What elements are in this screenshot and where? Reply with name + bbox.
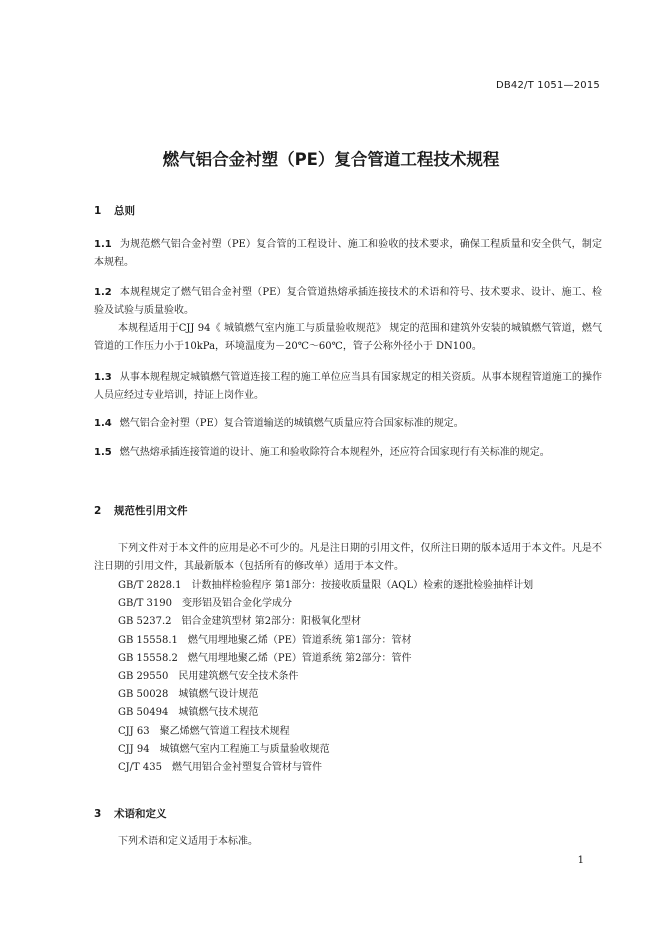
clause-1-5 xyxy=(94,444,602,462)
reference-title: 燃气用埋地聚乙烯（PE）管道系统 第2部分：管件 xyxy=(187,652,412,664)
clause-1-1 xyxy=(94,236,602,272)
clause-number: 1.5 xyxy=(94,447,112,458)
reference-title: 民用建筑燃气安全技术条件 xyxy=(178,670,299,682)
clause-text: 本规程规定了燃气铝合金衬塑（PE）复合管道热熔承插连接技术的术语和符号、技术要求、设计、施工、检验及试验与质量验收。 xyxy=(94,287,602,316)
reference-code: GB 29550 xyxy=(118,670,169,682)
reference-title: 城镇燃气室内工程施工与质量验收规范 xyxy=(159,743,330,755)
reference-title: 燃气用埋地聚乙烯（PE）管道系统 第1部分：管材 xyxy=(187,634,412,646)
clause-1-3 xyxy=(94,369,602,405)
reference-code: GB/T 3190 xyxy=(118,598,173,610)
clause-number: 1.1 xyxy=(94,239,112,250)
reference-item xyxy=(118,595,533,613)
clause-number: 1.3 xyxy=(94,372,112,383)
section-1-heading xyxy=(94,203,135,218)
clause-1-2 xyxy=(94,284,602,320)
section-title: 规范性引用文件 xyxy=(114,505,188,517)
section-number: 3 xyxy=(94,808,102,820)
clause-text: 燃气铝合金衬塑（PE）复合管道输送的城镇燃气质量应符合国家标准的规定。 xyxy=(119,418,464,429)
clause-text: 为规范燃气铝合金衬塑（PE）复合管的工程设计、施工和验收的技术要求，确保工程质量和安全供气，制定本规程。 xyxy=(94,239,602,268)
page-number: 1 xyxy=(577,855,584,866)
normative-reference-list xyxy=(118,577,533,777)
reference-item xyxy=(118,668,533,686)
section-number: 1 xyxy=(94,205,102,217)
document-title: 燃气铝合金衬塑（PE）复合管道工程技术规程 xyxy=(162,150,500,169)
reference-title: 铝合金建筑型材 第2部分：阳极氧化型材 xyxy=(181,616,362,628)
section-2-intro: 下列文件对于本文件的应用是必不可少的。凡是注日期的引用文件，仅所注日期的版本适用于本文件。凡是不注日期的引用文件，其最新版本（包括所有的修改单）适用于本文件。 xyxy=(94,543,602,572)
section-title: 术语和定义 xyxy=(114,808,167,820)
reference-title: 燃气用铝合金衬塑复合管材与管件 xyxy=(171,761,322,773)
reference-item xyxy=(118,577,533,595)
reference-item xyxy=(118,759,533,777)
clause-1-4 xyxy=(94,415,602,433)
standard-code: DB42/T 1051—2015 xyxy=(495,80,600,91)
reference-item xyxy=(118,613,533,631)
clause-1-2-continuation: 本规程适用于CJJ 94《 城镇燃气室内施工与质量验收规范》 规定的范围和建筑外安装的城镇燃气管道，燃气管道的工作压力小于10kPa，环境温度为－20℃～60℃，管子公称外径小于 DN100。 xyxy=(94,323,602,352)
reference-code: CJJ 63 xyxy=(118,725,150,737)
reference-item xyxy=(118,704,533,722)
clause-number: 1.2 xyxy=(94,287,112,298)
reference-item xyxy=(118,650,533,668)
reference-item xyxy=(118,723,533,741)
reference-code: GB 50028 xyxy=(118,689,169,701)
reference-title: 变形铝及铝合金化学成分 xyxy=(182,598,293,610)
clause-number: 1.4 xyxy=(94,418,112,429)
reference-code: GB 50494 xyxy=(118,707,169,719)
clause-text: 从事本规程规定城镇燃气管道连接工程的施工单位应当具有国家规定的相关资质。从事本规程管道施工的操作人员应经过专业培训，持证上岗作业。 xyxy=(94,372,602,401)
reference-code: GB 15558.1 xyxy=(118,634,178,646)
reference-item xyxy=(118,632,533,650)
section-3-heading xyxy=(94,806,167,821)
section-number: 2 xyxy=(94,505,102,517)
reference-item xyxy=(118,686,533,704)
reference-code: CJ/T 435 xyxy=(118,761,162,773)
reference-code: CJJ 94 xyxy=(118,743,150,755)
reference-code: GB 15558.2 xyxy=(118,652,178,664)
section-title: 总则 xyxy=(114,205,135,217)
reference-item xyxy=(118,741,533,759)
section-2-heading xyxy=(94,503,188,518)
reference-title: 聚乙烯燃气管道工程技术规程 xyxy=(159,725,290,737)
reference-title: 城镇燃气技术规范 xyxy=(178,707,259,719)
reference-code: GB/T 2828.1 xyxy=(118,580,182,591)
clause-text: 燃气热熔承插连接管道的设计、施工和验收除符合本规程外，还应符合国家现行有关标准的规定。 xyxy=(119,447,550,458)
reference-title: 计数抽样检验程序 第1部分：按接收质量限（AQL）检索的逐批检验抽样计划 xyxy=(191,580,534,591)
section-3-intro: 下列术语和定义适用于本标准。 xyxy=(118,836,258,847)
reference-code: GB 5237.2 xyxy=(118,616,172,628)
reference-title: 城镇燃气设计规范 xyxy=(178,689,259,701)
